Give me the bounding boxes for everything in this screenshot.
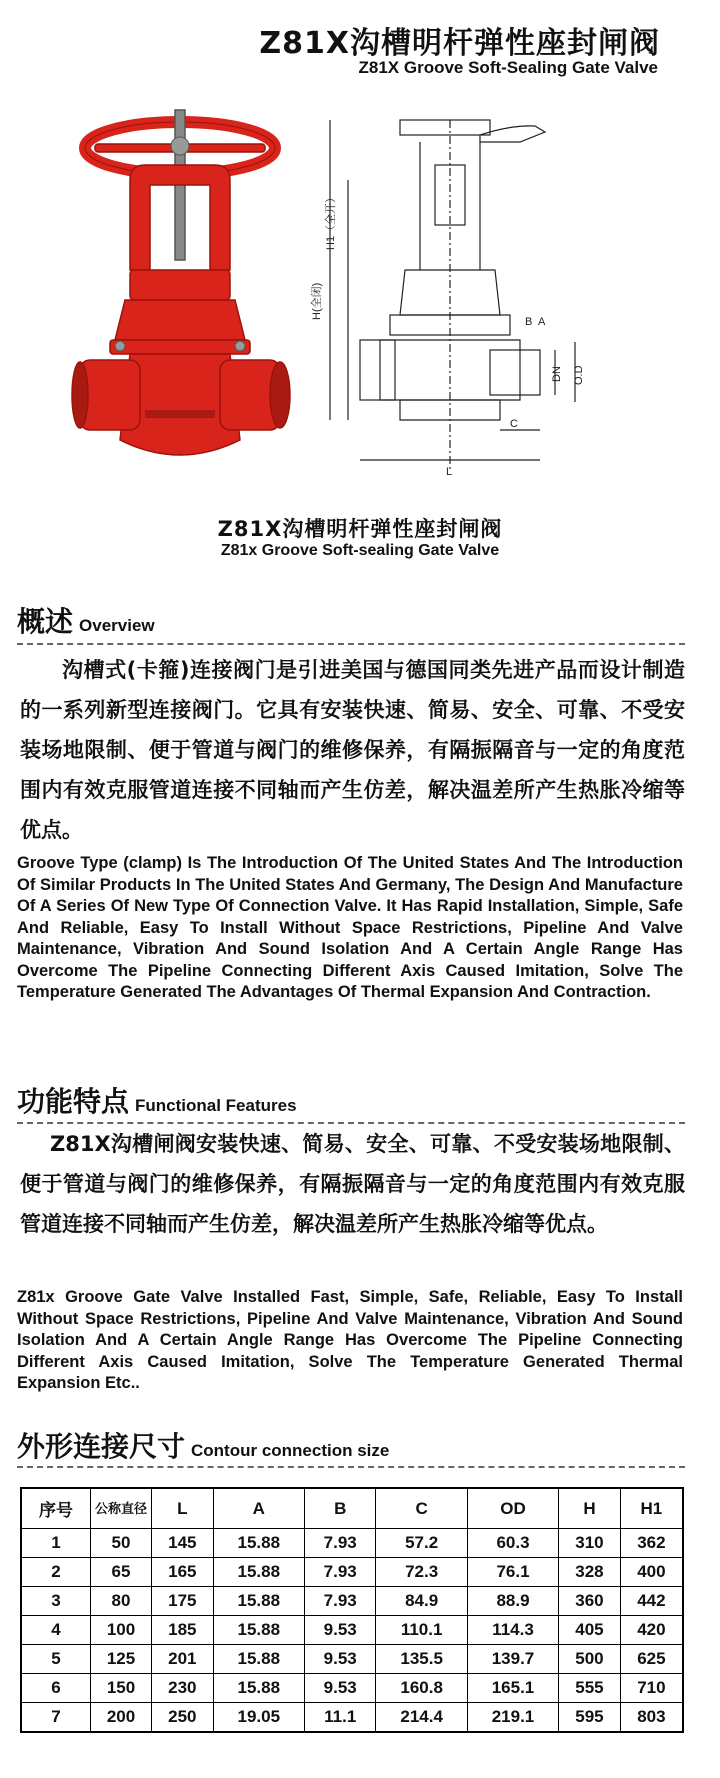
features-title-en: Functional Features — [135, 1096, 297, 1115]
contour-heading — [17, 1425, 389, 1465]
features-heading — [17, 1080, 297, 1120]
table-cell: 405 — [559, 1616, 621, 1645]
table-cell: 595 — [559, 1703, 621, 1733]
overview-divider — [17, 643, 685, 645]
table-row — [21, 1587, 683, 1616]
table-cell: 7.93 — [304, 1587, 376, 1616]
table-cell: 135.5 — [376, 1645, 467, 1674]
features-text-en: Z81x Groove Gate Valve Installed Fast, Simple, Safe, Reliable, Easy To Install Without Space Restrictions, Pipeline And Valve Maintenance, Vibration And Sound Isolation And A Certain Angle Range Has Overcome The Pipeline Connecting Different Axis Caused Imitation, Solve The Temperature Generated Thermal Expansion Etc.. — [17, 1288, 683, 1392]
table-cell: 555 — [559, 1674, 621, 1703]
table-header-row — [21, 1488, 683, 1529]
table-row — [21, 1674, 683, 1703]
table-cell: 114.3 — [467, 1616, 558, 1645]
dim-label-b: B — [525, 316, 533, 328]
table-cell: 360 — [559, 1587, 621, 1616]
table-cell: 310 — [559, 1529, 621, 1558]
table-cell: 110.1 — [376, 1616, 467, 1645]
table-cell: 9.53 — [304, 1645, 376, 1674]
table-cell: 160.8 — [376, 1674, 467, 1703]
contour-title-en: Contour connection size — [191, 1441, 390, 1460]
table-cell: 88.9 — [467, 1587, 558, 1616]
caption-title-en: Z81x Groove Soft-sealing Gate Valve — [220, 542, 500, 559]
table-cell: 125 — [91, 1645, 152, 1674]
table-cell: 230 — [152, 1674, 214, 1703]
table-cell: 150 — [91, 1674, 152, 1703]
table-header-cell: H1 — [620, 1488, 683, 1529]
contour-divider — [17, 1466, 685, 1468]
table-cell: 6 — [21, 1674, 91, 1703]
table-cell: 15.88 — [213, 1558, 304, 1587]
table-cell: 145 — [152, 1529, 214, 1558]
dim-label-l: L — [446, 466, 453, 478]
dim-label-h1: H1（全开） — [325, 191, 337, 250]
features-title-cn: 功能特点 — [17, 1085, 130, 1118]
table-cell: 201 — [152, 1645, 214, 1674]
contour-table — [20, 1487, 684, 1733]
table-cell: 80 — [91, 1587, 152, 1616]
table-header-cell: B — [304, 1488, 376, 1529]
table-cell: 100 — [91, 1616, 152, 1645]
table-cell: 7.93 — [304, 1558, 376, 1587]
table-cell: 15.88 — [213, 1674, 304, 1703]
table-cell: 442 — [620, 1587, 683, 1616]
overview-text-cn: 沟槽式(卡箍)连接阀门是引进美国与德国同类先进产品而设计制造的一系列新型连接阀门。它具有安装快速、简易、安全、可靠、不受安装场地限制、便于管道与阀门的维修保养，有隔振隔音与一定的角度范围内有效克服管道连接不同轴而产生仿差，解决温差所产生热胀冷缩等优点。 — [20, 658, 685, 842]
dim-label-od: O.D — [573, 365, 585, 385]
table-cell: 7 — [21, 1703, 91, 1733]
table-cell: 19.05 — [213, 1703, 304, 1733]
contour-title-cn: 外形连接尺寸 — [17, 1430, 186, 1463]
table-cell: 15.88 — [213, 1587, 304, 1616]
table-cell: 4 — [21, 1616, 91, 1645]
table-cell: 72.3 — [376, 1558, 467, 1587]
valve-photo — [70, 110, 300, 500]
table-cell: 15.88 — [213, 1645, 304, 1674]
table-cell: 420 — [620, 1616, 683, 1645]
header-title-en: Z81X Groove Soft-Sealing Gate Valve — [358, 58, 658, 77]
table-cell: 219.1 — [467, 1703, 558, 1733]
overview-title-en: Overview — [79, 616, 155, 635]
table-row — [21, 1558, 683, 1587]
caption-title-cn: Z81X沟槽明杆弹性座封闸阀 — [217, 517, 503, 541]
table-cell: 214.4 — [376, 1703, 467, 1733]
table-header-cell: A — [213, 1488, 304, 1529]
table-cell: 76.1 — [467, 1558, 558, 1587]
table-cell: 400 — [620, 1558, 683, 1587]
table-header-cell: C — [376, 1488, 467, 1529]
header-title-cn: Z81X沟槽明杆弹性座封闸阀 — [259, 26, 660, 61]
table-header-cell: L — [152, 1488, 214, 1529]
table-cell: 3 — [21, 1587, 91, 1616]
table-cell: 50 — [91, 1529, 152, 1558]
table-cell: 9.53 — [304, 1616, 376, 1645]
dim-label-c: C — [510, 418, 518, 430]
table-cell: 200 — [91, 1703, 152, 1733]
table-cell: 11.1 — [304, 1703, 376, 1733]
table-header-cell: H — [559, 1488, 621, 1529]
table-header-cell: 公称直径 — [91, 1488, 152, 1529]
table-cell: 57.2 — [376, 1529, 467, 1558]
table-cell: 5 — [21, 1645, 91, 1674]
table-cell: 362 — [620, 1529, 683, 1558]
table-cell: 328 — [559, 1558, 621, 1587]
dim-label-dn: DN — [551, 366, 563, 382]
table-cell: 60.3 — [467, 1529, 558, 1558]
table-cell: 500 — [559, 1645, 621, 1674]
features-text-cn: Z81X沟槽闸阀安装快速、简易、安全、可靠、不受安装场地限制、便于管道与阀门的维修保养，有隔振隔音与一定的角度范围内有效克服管道连接不同轴而产生仿差，解决温差所产生热胀冷缩等优点。 — [20, 1132, 685, 1236]
table-row — [21, 1529, 683, 1558]
table-cell: 9.53 — [304, 1674, 376, 1703]
table-cell: 165.1 — [467, 1674, 558, 1703]
table-cell: 15.88 — [213, 1529, 304, 1558]
table-cell: 625 — [620, 1645, 683, 1674]
table-cell: 2 — [21, 1558, 91, 1587]
overview-text-en: Groove Type (clamp) Is The Introduction Of The United States And The Introduction Of Similar Products In The United States And Germany, The Design And Manufacture Of A Series Of New Type Of Connection Valve. It Has Rapid Installation, Simple, Safe And Reliable, Easy To Install Without Space Restrictions, Pipeline And Valve Maintenance, Vibration And Sound Isolation And A Certain Angle Range Has Overcome The Pipeline Connecting Different Axis Caused Imitation, Solve The Temperature Generated The Advantages Of Thermal Expansion And Contraction. — [17, 854, 683, 1001]
table-row — [21, 1616, 683, 1645]
table-cell: 7.93 — [304, 1529, 376, 1558]
table-row — [21, 1645, 683, 1674]
table-header-cell: OD — [467, 1488, 558, 1529]
table-cell: 250 — [152, 1703, 214, 1733]
overview-title-cn: 概述 — [17, 605, 74, 638]
technical-drawing — [311, 120, 590, 500]
table-cell: 803 — [620, 1703, 683, 1733]
dim-label-a: A — [538, 316, 546, 328]
table-row — [21, 1703, 683, 1733]
table-cell: 65 — [91, 1558, 152, 1587]
overview-heading — [17, 600, 155, 640]
table-cell: 185 — [152, 1616, 214, 1645]
table-cell: 710 — [620, 1674, 683, 1703]
table-cell: 15.88 — [213, 1616, 304, 1645]
table-cell: 1 — [21, 1529, 91, 1558]
dim-label-h: H(全闭) — [311, 282, 323, 320]
table-cell: 175 — [152, 1587, 214, 1616]
table-cell: 139.7 — [467, 1645, 558, 1674]
table-cell: 84.9 — [376, 1587, 467, 1616]
table-header-cell: 序号 — [21, 1488, 91, 1529]
table-cell: 165 — [152, 1558, 214, 1587]
